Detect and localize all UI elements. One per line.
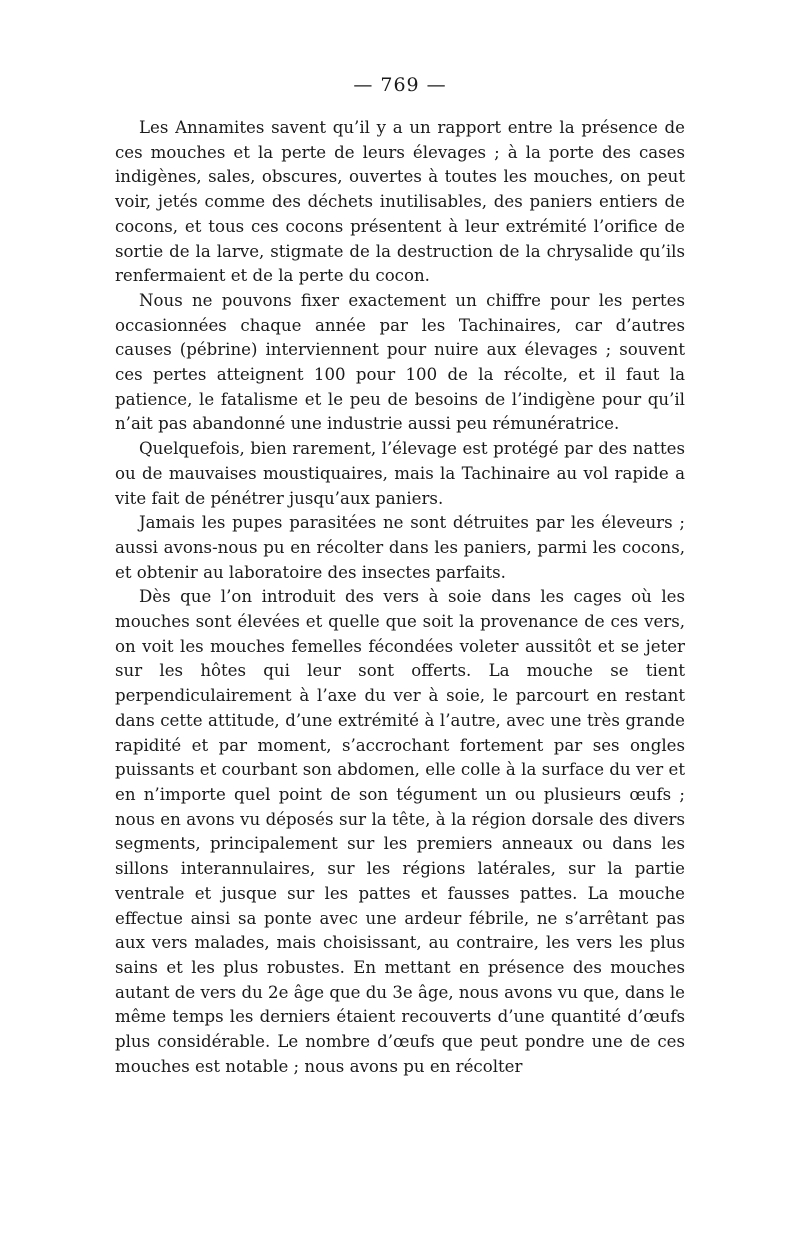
paragraph-4: Jamais les pupes parasitées ne sont détruites par les éleveurs ; aussi avons-nous pu en récolter dans les paniers, parmi les cocons, et obtenir au laboratoire des insectes parfaits. bbox=[115, 513, 685, 582]
paragraph-2: Nous ne pouvons fixer exactement un chiffre pour les pertes occasionnées chaque année par les Tachinaires, car d’autres causes (pébrine) interviennent pour nuire aux élevages ; souvent ces pertes atteignent 100 pour 100 de la récolte, et il faut la patience, le fatalisme et le peu de besoins de l’indigène pour qu’il n’ait pas abandonné une industrie aussi peu rémunératrice. bbox=[115, 290, 685, 434]
paragraph-5: Dès que l’on introduit des vers à soie dans les cages où les mouches sont élevées et quelle que soit la provenance de ces vers, on voit les mouches femelles fécondées voleter aussitôt et se jeter sur les hôtes qui leur sont offerts. La mouche se tient perpendiculairement à l’axe du ver à soie, le parcourt en restant dans cette attitude, d’une extrémité à l’autre, avec une très grande rapidité et par moment, s’accrochant fortement par ses ongles puissants et courbant son abdomen, elle colle à la surface du ver et en n’importe quel point de son tégument un ou plusieurs œufs ; nous en avons vu déposés sur la tête, à la région dorsale des divers segments, principalement sur les premiers anneaux ou dans les sillons interannulaires, sur les régions latérales, sur la partie ventrale et jusque sur les pattes et fausses pattes. La mouche effectue ainsi sa ponte avec une ardeur fébrile, ne s’arrêtant pas aux vers malades, mais choisissant, au contraire, les vers les plus sains et les plus robustes. En mettant en présence des mouches autant de vers du 2e âge que du 3e âge, nous avons vu que, dans le même temps les derniers étaient recouverts d’une quantité d’œufs plus considérable. Le nombre d’œufs que peut pondre une de ces mouches est notable ; nous avons pu en récolter bbox=[115, 587, 685, 1076]
page-number: — 769 — bbox=[353, 74, 447, 96]
paragraph-1: Les Annamites savent qu’il y a un rapport entre la présence de ces mouches et la perte de leurs élevages ; à la porte des cases indigènes, sales, obscures, ouvertes à toutes les mouches, on peut voir, jetés comme des déchets inutilisables, des paniers entiers de cocons, et tous ces cocons présentent à leur extrémité l’orifice de sortie de la larve, stigmate de la destruction de la chrysalide qu’ils renfermaient et de la perte du cocon. bbox=[115, 118, 685, 286]
paragraph-3: Quelquefois, bien rarement, l’élevage est protégé par des nattes ou de mauvaises moustiquaires, mais la Tachinaire au vol rapide a vite fait de pénétrer jusqu’aux paniers. bbox=[115, 439, 685, 508]
body-text bbox=[115, 116, 685, 1079]
